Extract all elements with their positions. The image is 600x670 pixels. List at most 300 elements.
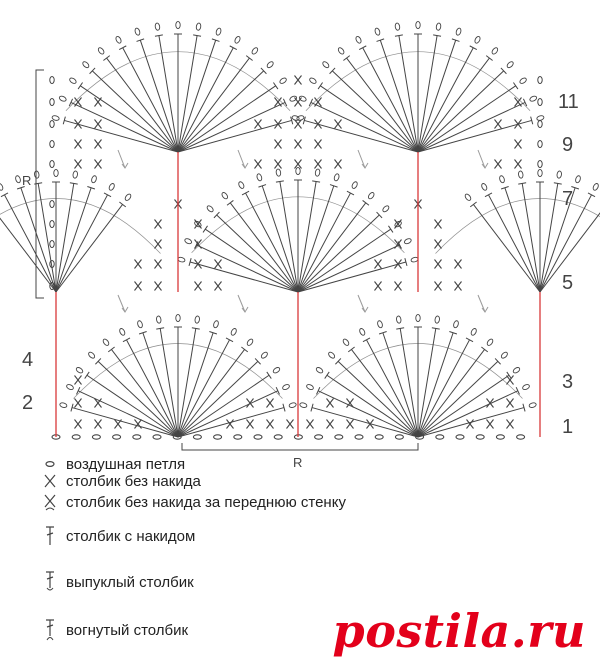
single-crochet-stitch (515, 160, 522, 169)
edge-chain (538, 77, 542, 84)
single-crochet-stitch (295, 120, 302, 129)
single-crochet-stitch (215, 260, 222, 269)
picot-chain (134, 28, 140, 36)
dc-top (70, 183, 78, 184)
edge-chain (538, 161, 542, 168)
picot-chain (82, 61, 90, 69)
front-post-dc-icon (38, 570, 62, 594)
picot-chain (256, 173, 262, 181)
picot-chain (416, 21, 420, 28)
dc-spoke (418, 40, 456, 152)
dc-spoke (418, 375, 509, 437)
dc-top (554, 183, 562, 184)
single-crochet-stitch (75, 420, 82, 429)
dc-top (518, 183, 526, 184)
picot-chain (374, 28, 380, 36)
dc-top (1, 193, 8, 197)
picot-chain (491, 47, 499, 55)
single-crochet-stitch (295, 140, 302, 149)
legend-label-back-post: вогнутый столбик (66, 621, 189, 639)
join-arrow (118, 150, 125, 168)
dc-top (119, 202, 125, 207)
picot-chain (337, 47, 345, 55)
dc-top (273, 82, 277, 89)
single-crochet-stitch (155, 240, 162, 249)
picot-chain (91, 175, 97, 183)
edge-chain (50, 161, 54, 168)
picot-chain (315, 169, 321, 177)
dc-top (241, 347, 247, 352)
picot-chain (500, 351, 508, 359)
picot-chain (230, 328, 237, 336)
picot-chain (97, 47, 105, 55)
single-crochet-stitch (307, 420, 314, 429)
picot-chain (355, 36, 362, 44)
picot-chain (176, 21, 180, 28)
dc-spoke (347, 58, 418, 152)
picot-chain (529, 402, 537, 408)
dc-top (347, 191, 354, 195)
picot-chain (246, 338, 254, 346)
picot-chain (436, 23, 442, 31)
picot-chain (416, 314, 420, 321)
single-crochet-stitch (275, 140, 282, 149)
single-crochet-stitch (287, 420, 294, 429)
edge-chain (50, 121, 54, 128)
legend-label-single-crochet: столбик без накида (66, 472, 201, 490)
horizontal-repeat-bracket (182, 443, 418, 450)
dc-top (481, 347, 487, 352)
single-crochet-stitch (435, 260, 442, 269)
single-crochet-stitch (75, 399, 82, 408)
chain-stitch (193, 435, 201, 439)
picot-chain (306, 384, 314, 391)
single-crochet-stitch (267, 399, 274, 408)
single-crochet-stitch (75, 376, 82, 385)
picot-chain (538, 169, 542, 176)
dc-spoke (320, 86, 418, 152)
picot-chain (309, 77, 317, 85)
single-crochet-stitch (515, 140, 522, 149)
single-crochet-stitch (507, 420, 514, 429)
picot-chain (351, 181, 358, 189)
chain-stitch (72, 435, 80, 439)
dc-top (226, 338, 233, 342)
picot-chain (34, 171, 40, 179)
dc-top (267, 372, 271, 379)
dc-spoke (140, 40, 178, 152)
chain-stitch (375, 435, 383, 439)
picot-chain (299, 95, 307, 102)
join-arrow (118, 295, 125, 312)
single-crochet-stitch (455, 282, 462, 291)
dc-spoke (505, 188, 540, 292)
dc-spoke (178, 58, 249, 152)
picot-chain (395, 23, 401, 31)
legend-item-front-loop (38, 490, 346, 514)
dc-top (246, 56, 252, 61)
picot-chain (75, 366, 83, 374)
picot-chain (434, 316, 440, 324)
dc-top (388, 226, 392, 233)
dc-spoke (473, 204, 540, 292)
dc-spoke (178, 86, 276, 152)
back-post-dc-icon (38, 618, 62, 642)
dc-top (155, 35, 163, 36)
dc-spoke (107, 58, 178, 152)
picot-chain (289, 402, 297, 408)
legend-label-front-loop: столбик без накида за переднюю стенку (66, 493, 346, 511)
picot-chain (486, 338, 494, 346)
watermark-logo: postila.ru (332, 604, 586, 658)
dc-top (34, 183, 42, 184)
single-crochet-stitch (215, 282, 222, 291)
picot-chain (453, 320, 459, 328)
dc-spoke (298, 203, 366, 292)
single-crochet-stitch (495, 120, 502, 129)
dc-top (466, 338, 473, 342)
picot-chain (266, 61, 274, 69)
join-arrow (238, 150, 245, 168)
picot-chain (327, 351, 335, 359)
dc-spoke (262, 186, 298, 292)
picot-chain (108, 183, 115, 191)
single-crochet-stitch (395, 282, 402, 291)
single-crochet-stitch (275, 160, 282, 169)
single-crochet-stitch (315, 160, 322, 169)
legend-label-double-crochet: столбик с накидом (66, 527, 196, 545)
picot-chain (184, 238, 192, 245)
dc-top (156, 328, 164, 329)
single-crochet-stitch (507, 399, 514, 408)
legend-item-front-post (38, 570, 194, 594)
legend-label-front-post: выпуклый столбик (66, 573, 194, 591)
legend-label-chain: воздушная петля (66, 455, 186, 473)
double-crochet-icon (38, 524, 62, 548)
join-arrow (478, 295, 485, 312)
dc-spoke (0, 204, 56, 292)
single-crochet-stitch (335, 120, 342, 129)
single-crochet-stitch (347, 420, 354, 429)
join-arrow (478, 150, 485, 168)
dc-spoke (298, 229, 391, 292)
single-crochet-stitch (327, 399, 334, 408)
chain-stitch (234, 435, 242, 439)
picot-chain (315, 366, 323, 374)
dc-top (103, 56, 109, 61)
dc-top (227, 200, 233, 205)
picot-chain (377, 320, 383, 328)
picot-chain (470, 328, 477, 336)
legend-item-back-post (38, 618, 188, 642)
picot-chain (59, 95, 67, 102)
picot-chain (279, 77, 287, 85)
single-crochet-stitch (295, 98, 302, 107)
dc-top (318, 82, 322, 89)
picot-chain (333, 173, 339, 181)
picot-chain (519, 77, 527, 85)
single-crochet-stitch (75, 140, 82, 149)
single-crochet-front-loop-icon (38, 490, 62, 514)
edge-chain (50, 141, 54, 148)
picot-chain (176, 314, 180, 321)
dc-spoke (56, 188, 91, 292)
single-crochet-stitch (95, 140, 102, 149)
picot-chain (499, 175, 505, 183)
picot-chain (522, 384, 530, 391)
picot-chain (276, 169, 282, 177)
picot-chain (536, 115, 544, 121)
picot-chain (124, 193, 132, 201)
picot-chain (72, 171, 78, 179)
dc-spoke (178, 349, 245, 437)
join-arrow (358, 150, 365, 168)
single-crochet-stitch (155, 260, 162, 269)
chain-stitch (92, 435, 100, 439)
dc-spoke (418, 349, 485, 437)
dc-top (119, 46, 126, 50)
picot-chain (155, 23, 161, 31)
row-number-3: 3 (562, 371, 574, 393)
row-number-2: 2 (22, 392, 34, 414)
edge-chain (538, 141, 542, 148)
picot-chain (137, 320, 143, 328)
dc-top (85, 372, 89, 379)
dc-top (470, 46, 477, 50)
edge-chain (50, 241, 54, 248)
single-crochet-stitch (435, 240, 442, 249)
picot-chain (196, 23, 202, 31)
single-crochet-stitch (95, 120, 102, 129)
edge-chain (538, 121, 542, 128)
picot-chain (272, 366, 280, 374)
single-crochet-stitch (155, 220, 162, 229)
row-number-7: 7 (562, 188, 574, 210)
picot-chain (299, 402, 307, 408)
edge-chain (50, 77, 54, 84)
chain-stitch (395, 435, 403, 439)
picot-chain (367, 191, 375, 199)
row-number-9: 9 (562, 134, 574, 156)
single-crochet-stitch (487, 420, 494, 429)
chain-stitch (315, 435, 323, 439)
chain-stitch (476, 435, 484, 439)
picot-chain (322, 61, 330, 69)
dc-spoke (380, 40, 418, 152)
join-arrow (238, 295, 245, 312)
dc-top (203, 226, 207, 233)
row-number-11: 11 (558, 91, 579, 113)
picot-chain (575, 175, 581, 183)
dc-top (432, 328, 440, 329)
picot-chain (69, 77, 77, 85)
picot-chain (115, 36, 122, 44)
dc-top (486, 56, 492, 61)
single-crochet-stitch (335, 160, 342, 169)
picot-chain (292, 115, 300, 121)
single-crochet-stitch (295, 76, 302, 85)
single-crochet-stitch (375, 282, 382, 291)
picot-chain (464, 193, 472, 201)
picot-chain (455, 28, 461, 36)
picot-chain (59, 402, 67, 408)
picot-chain (382, 205, 390, 213)
dc-top (513, 82, 517, 89)
single-crochet-stitch (95, 160, 102, 169)
vertical-repeat-label: R (22, 173, 32, 188)
dc-top (123, 338, 130, 342)
dc-top (433, 35, 441, 36)
single-crochet-stitch (135, 282, 142, 291)
chain-stitch (496, 435, 504, 439)
picot-chain (156, 316, 162, 324)
picot-chain (529, 95, 537, 102)
chain-stitch (214, 435, 222, 439)
chain-stitch (153, 435, 161, 439)
picot-chain (289, 95, 297, 102)
dc-spoke (56, 204, 123, 292)
single-crochet-stitch (135, 420, 142, 429)
single-crochet-stitch (467, 420, 474, 429)
picot-chain (506, 61, 514, 69)
dc-spoke (21, 188, 56, 292)
single-crochet-stitch (435, 282, 442, 291)
picot-chain (54, 169, 58, 176)
dc-spoke (178, 333, 213, 437)
edge-chain (50, 221, 54, 228)
picot-chain (15, 175, 21, 183)
dc-spoke (418, 86, 516, 152)
single-crochet-stitch (135, 260, 142, 269)
dc-spoke (298, 186, 334, 292)
picot-chain (512, 366, 520, 374)
dc-top (104, 193, 111, 197)
dc-top (359, 46, 366, 50)
edge-chain (538, 99, 542, 106)
single-crochet-stitch (255, 120, 262, 129)
edge-chain (50, 99, 54, 106)
picot-chain (221, 191, 229, 199)
picot-chain (260, 351, 268, 359)
dc-top (325, 372, 329, 379)
dc-spoke (80, 86, 178, 152)
single-crochet-stitch (495, 160, 502, 169)
picot-chain (119, 328, 126, 336)
picot-chain (481, 183, 488, 191)
dc-spoke (143, 333, 178, 437)
dc-spoke (351, 349, 418, 437)
single-crochet-stitch (227, 420, 234, 429)
dc-spoke (383, 333, 418, 437)
single-crochet-stitch (435, 220, 442, 229)
single-crochet-stitch (267, 420, 274, 429)
picot-chain (396, 316, 402, 324)
dc-top (230, 46, 237, 50)
stitch-symbols (50, 76, 542, 440)
picot-chain (234, 36, 241, 44)
dc-top (242, 191, 249, 195)
chain-stitch (133, 435, 141, 439)
dc-spoke (111, 349, 178, 437)
dc-spoke (418, 333, 453, 437)
dc-top (470, 202, 476, 207)
picot-chain (592, 183, 599, 191)
single-crochet-stitch (455, 260, 462, 269)
chain-stitch (436, 435, 444, 439)
single-crochet-stitch (247, 420, 254, 429)
picot-chain (296, 167, 300, 174)
picot-chain (474, 36, 481, 44)
dc-top (343, 56, 349, 61)
dc-top (363, 338, 370, 342)
chain-stitch (254, 435, 262, 439)
single-crochet-stitch (375, 260, 382, 269)
picot-chain (206, 205, 214, 213)
dc-top (312, 181, 320, 182)
picot-chain (87, 351, 95, 359)
chain-stitch (113, 435, 121, 439)
picot-chain (556, 171, 562, 179)
chain-stitch (335, 435, 343, 439)
picot-chain (215, 28, 221, 36)
single-crochet-stitch (327, 420, 334, 429)
dc-spoke (418, 58, 489, 152)
dc-top (485, 193, 492, 197)
horizontal-repeat-label: R (293, 455, 303, 470)
dc-top (108, 347, 114, 352)
dc-spoke (205, 229, 298, 292)
picot-chain (66, 384, 74, 391)
picot-chain (194, 316, 200, 324)
picot-chain (251, 47, 259, 55)
chain-stitch (456, 435, 464, 439)
dc-top (363, 200, 369, 205)
shell-fans (0, 21, 600, 437)
dc-spoke (178, 40, 216, 152)
chain-stitch (274, 435, 282, 439)
dc-top (395, 35, 403, 36)
dc-spoke (178, 375, 269, 437)
dc-top (192, 328, 200, 329)
single-crochet-stitch (75, 160, 82, 169)
row-number-5: 5 (562, 272, 574, 294)
single-crochet-stitch (155, 282, 162, 291)
picot-chain (404, 238, 412, 245)
dc-top (193, 35, 201, 36)
picot-chain (359, 328, 366, 336)
row-number-4: 4 (22, 349, 34, 371)
dc-top (276, 181, 284, 182)
single-crochet-stitch (95, 420, 102, 429)
picot-chain (342, 338, 350, 346)
picot-chain (0, 183, 4, 191)
dc-top (78, 82, 82, 89)
single-crochet-stitch (195, 282, 202, 291)
row-number-1: 1 (562, 416, 574, 438)
join-arrow (358, 295, 365, 312)
legend-item-double-crochet (38, 524, 195, 548)
dc-top (348, 347, 354, 352)
dc-top (588, 193, 595, 197)
picot-chain (102, 338, 110, 346)
chain-stitch (517, 435, 525, 439)
picot-chain (238, 181, 245, 189)
picot-chain (518, 171, 524, 179)
dc-spoke (230, 203, 298, 292)
picot-chain (213, 320, 219, 328)
single-crochet-stitch (315, 140, 322, 149)
single-crochet-stitch (255, 160, 262, 169)
